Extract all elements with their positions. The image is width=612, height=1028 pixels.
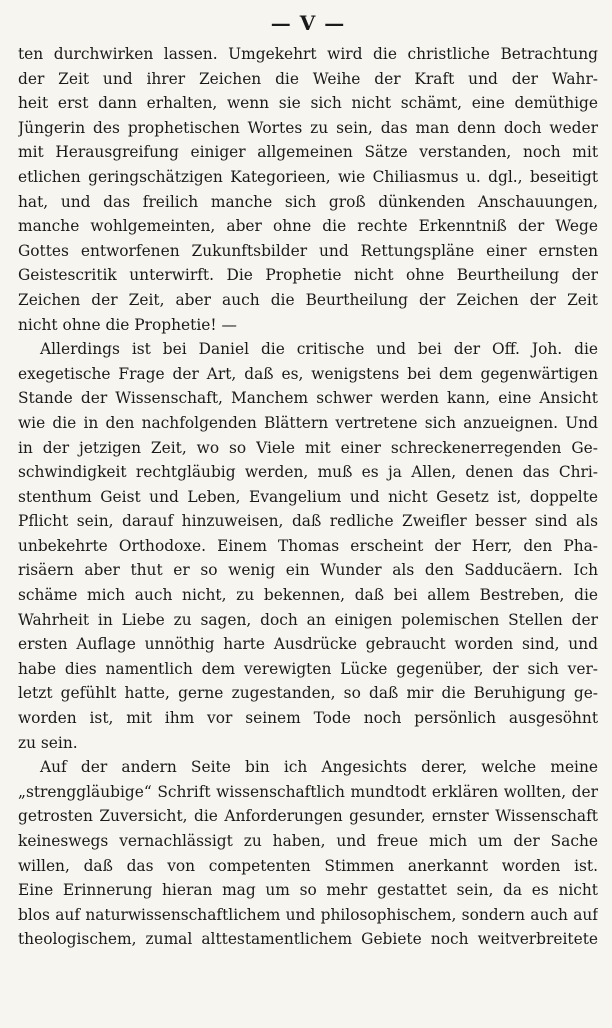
paragraph xyxy=(18,337,598,755)
text-line: ersten Auflage unnöthig harte Ausdrücke gebraucht worden sind, und xyxy=(18,635,598,654)
page-number: — V — xyxy=(270,11,346,35)
text-line: wie die in den nachfolgenden Blättern vertretene sich anzueignen. Und xyxy=(18,413,598,432)
text-line: in der jetzigen Zeit, wo so Viele mit einer schreckenerregenden Ge- xyxy=(18,438,598,457)
paragraph xyxy=(18,42,598,337)
text-line: Gottes entworfenen Zukunftsbilder und Rettungspläne einer ernsten xyxy=(18,241,598,260)
text-line: „strenggläubige“ Schrift wissenschaftlich mundtodt erklären wollten, der xyxy=(18,782,598,801)
text-line: Wahrheit in Liebe zu sagen, doch an einigen polemischen Stellen der xyxy=(18,610,598,629)
text-line: manche wohlgemeinten, aber ohne die rechte Erkenntniß der Wege xyxy=(18,217,598,236)
text-line: Zeichen der Zeit, aber auch die Beurtheilung der Zeichen der Zeit xyxy=(18,290,598,309)
text-line: Stande der Wissenschaft, Manchem schwer werden kann, eine Ansicht xyxy=(18,389,598,408)
text-line: letzt gefühlt hatte, gerne zugestanden, so daß mir die Beruhigung ge- xyxy=(18,684,598,703)
text-line: nicht ohne die Prophetie! — xyxy=(18,315,237,334)
text-line: theologischem, zumal alttestamentlichem Gebiete noch weitverbreitete xyxy=(18,930,598,949)
text-line: hat, und das freilich manche sich groß dünkenden Anschauungen, xyxy=(18,192,598,211)
text-line: heit erst dann erhalten, wenn sie sich nicht schämt, eine demüthige xyxy=(18,94,598,113)
text-line: Geistescritik unterwirft. Die Prophetie nicht ohne Beurtheilung der xyxy=(18,266,598,285)
text-line: unbekehrte Orthodoxe. Einem Thomas erscheint der Herr, den Pha- xyxy=(18,536,598,555)
paragraph xyxy=(18,755,598,952)
text-line: stenthum Geist und Leben, Evangelium und nicht Gesetz ist, doppelte xyxy=(18,487,598,506)
text-line: ten durchwirken lassen. Umgekehrt wird die christliche Betrachtung xyxy=(18,45,598,63)
text-line: schäme mich auch nicht, zu bekennen, daß bei allem Bestreben, die xyxy=(18,586,598,605)
text-line: getrosten Zuversicht, die Anforderungen gesunder, ernster Wissenschaft xyxy=(18,807,598,826)
text-line: Allerdings ist bei Daniel die critische und bei der Off. Joh. die xyxy=(40,340,598,359)
text-line: Eine Erinnerung hieran mag um so mehr gestattet sein, da es nicht xyxy=(18,881,598,900)
text-line: der Zeit und ihrer Zeichen die Weihe der Kraft und der Wahr- xyxy=(18,69,598,88)
text-line: worden ist, mit ihm vor seinem Tode noch persönlich ausgesöhnt xyxy=(18,709,598,728)
text-line: Pflicht sein, darauf hinzuweisen, daß redliche Zweifler besser sind als xyxy=(18,512,598,531)
text-line: willen, daß das von competenten Stimmen anerkannt worden ist. xyxy=(18,856,598,875)
text-line: keineswegs vernachlässigt zu haben, und freue mich um der Sache xyxy=(18,832,598,850)
text-line: risäern aber thut er so wenig ein Wunder als den Sadducäern. Ich xyxy=(18,561,598,580)
text-line: mit Herausgreifung einiger allgemeinen Sätze verstanden, noch mit xyxy=(18,143,598,162)
text-line: Jüngerin des prophetischen Wortes zu sein, das man denn doch weder xyxy=(18,118,598,137)
text-body xyxy=(18,42,598,952)
text-line: exegetische Frage der Art, daß es, wenigstens bei dem gegenwärtigen xyxy=(18,364,598,383)
text-line: etlichen geringschätzigen Kategorieen, wie Chiliasmus u. dgl., beseitigt xyxy=(18,167,598,186)
text-line: Auf der andern Seite bin ich Angesichts derer, welche meine xyxy=(40,758,598,777)
text-line: blos auf naturwissenschaftlichem und philosophischem, sondern auch auf xyxy=(18,905,598,924)
text-line: schwindigkeit rechtgläubig werden, muß es ja Allen, denen das Chri- xyxy=(18,463,598,482)
text-line: habe dies namentlich dem verewigten Lücke gegenüber, der sich ver- xyxy=(18,659,598,678)
text-line: zu sein. xyxy=(18,733,78,752)
